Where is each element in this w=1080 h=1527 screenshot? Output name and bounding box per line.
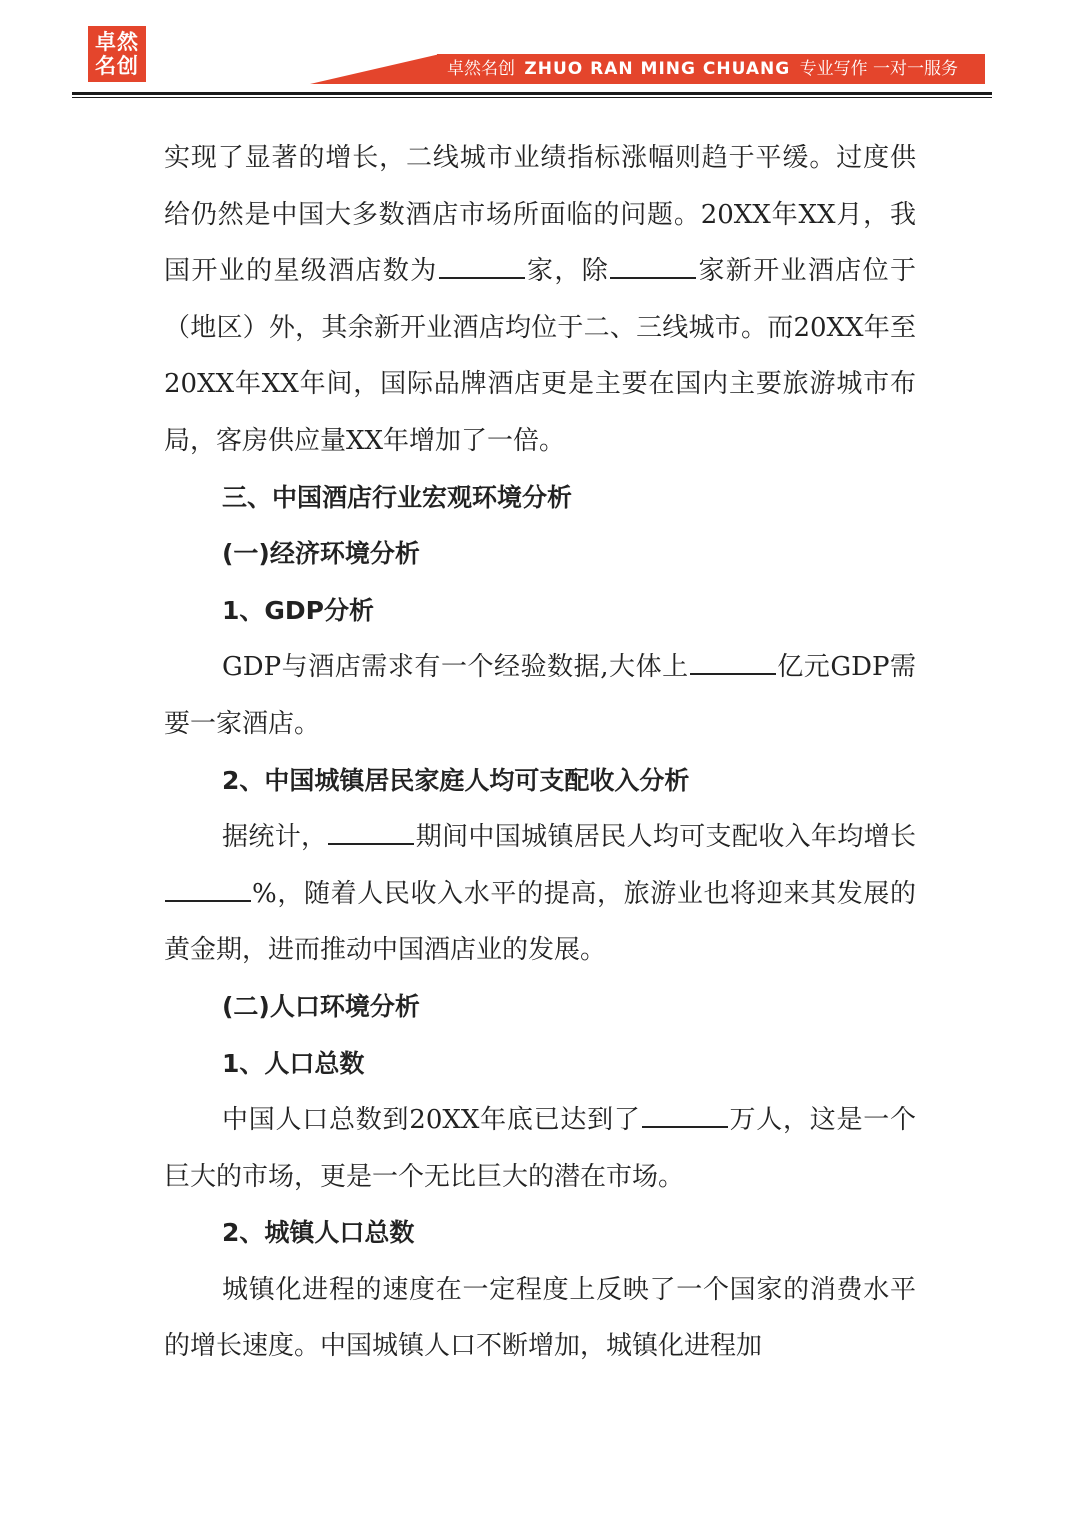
header-banner: [437, 54, 985, 84]
document-body: [164, 130, 916, 1375]
text-segment: 据统计，: [222, 822, 328, 853]
logo-line-1: 卓然: [95, 30, 139, 54]
heading-urban-population: 2、城镇人口总数: [222, 1218, 415, 1248]
text-segment: GDP与酒店需求有一个经验数据,大体上: [222, 652, 689, 683]
text-segment: 万人，这是一个巨大的市场，更是一个无比巨大的潜在市场。: [164, 1105, 916, 1192]
fill-blank: [439, 253, 525, 279]
banner-cn: 卓然名创: [447, 59, 515, 79]
banner-slogan: 专业写作 一对一服务: [799, 59, 959, 79]
header-rule-thin: [72, 97, 992, 98]
paragraph-gdp: [164, 639, 916, 752]
text-segment: 实现了显著的增长，二线城市业绩指标涨幅则趋于平缓。过度供给仍然是中国大多数酒店市场所面临的问题。20XX年XX月，我国开业的星级酒店数为: [164, 143, 916, 287]
text-segment: 家，除: [525, 256, 610, 287]
text-segment: 家新开业酒店位于（地区）外，其余新开业酒店均位于二、三线城市。而20XX年至20XX年XX年间，国际品牌酒店更是主要在国内主要旅游城市布局，客房供应量XX年增加了一倍。: [164, 256, 916, 456]
fill-blank: [328, 819, 414, 845]
heading-macro-environment: 三、中国酒店行业宏观环境分析: [222, 482, 573, 512]
heading-population-environment: (二)人口环境分析: [222, 991, 420, 1021]
banner-en: ZHUO RAN MING CHUANG: [524, 59, 791, 79]
fill-blank: [690, 649, 776, 675]
header-rule: [72, 92, 992, 95]
heading-gdp-analysis: 1、GDP分析: [222, 595, 374, 625]
fill-blank: [610, 253, 696, 279]
text-segment: 中国人口总数到20XX年底已达到了: [222, 1105, 641, 1136]
heading-total-population: 1、人口总数: [222, 1048, 365, 1078]
paragraph-urbanization: 城镇化进程的速度在一定程度上反映了一个国家的消费水平的增长速度。中国城镇人口不断增加，城镇化进程加: [164, 1274, 916, 1362]
header-ribbon-accent: [310, 54, 440, 84]
text-segment: %，随着人民收入水平的提高，旅游业也将迎来其发展的黄金期，进而推动中国酒店业的发展。: [164, 878, 916, 966]
heading-disposable-income: 2、中国城镇居民家庭人均可支配收入分析: [222, 765, 690, 795]
heading-economic-environment: (一)经济环境分析: [222, 539, 420, 569]
brand-logo: [88, 26, 146, 82]
fill-blank: [642, 1102, 728, 1128]
paragraph-hotel-supply: [164, 130, 916, 470]
fill-blank: [165, 876, 251, 902]
text-segment: 期间中国城镇居民人均可支配收入年均增长: [415, 822, 916, 853]
text-segment: 亿元GDP需要一家酒店。: [164, 652, 916, 739]
logo-line-2: 名创: [95, 54, 139, 78]
paragraph-population: [164, 1092, 916, 1205]
paragraph-income: [164, 809, 916, 979]
